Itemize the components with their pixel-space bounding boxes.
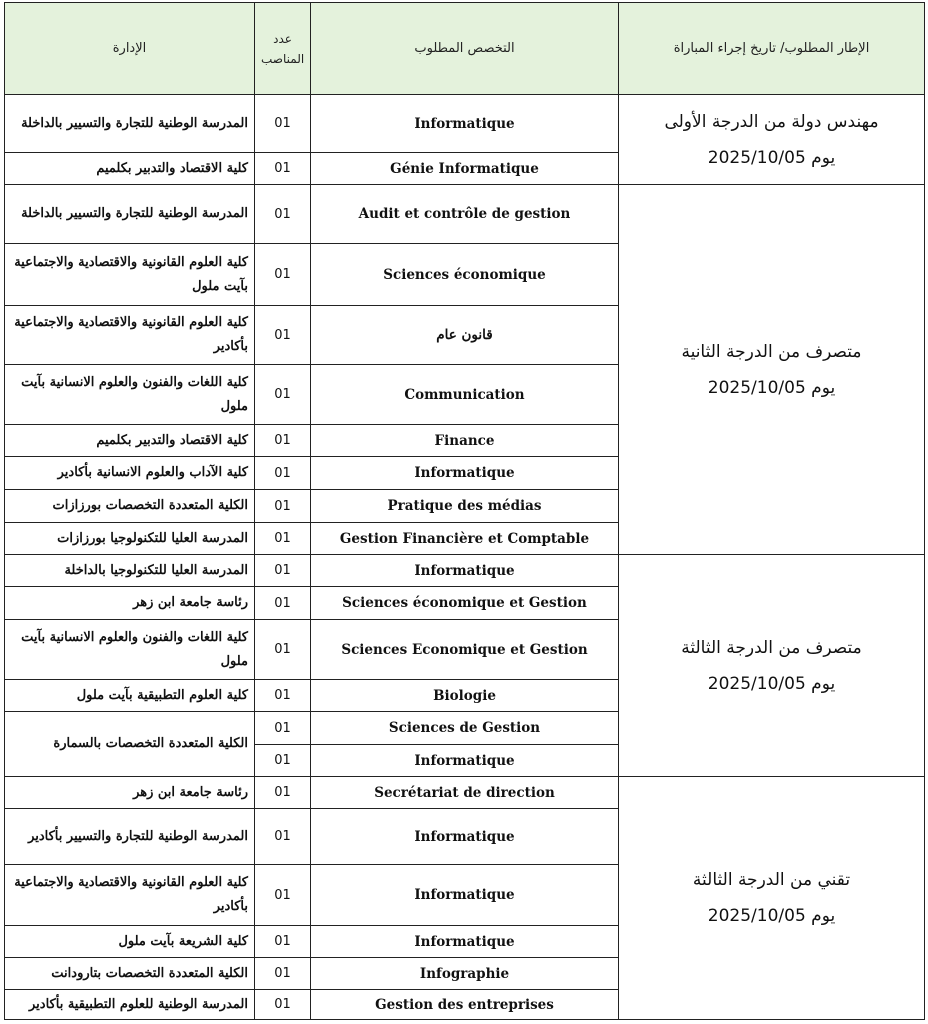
specialty-cell: Informatique [311, 809, 619, 865]
grade-title: مهندس دولة من الدرجة الأولى [664, 111, 879, 132]
count-cell: 01 [255, 809, 311, 865]
admin-cell: المدرسة الوطنية للتجارة والتسيير بأكادير [5, 809, 255, 865]
table-row [5, 95, 925, 153]
admin-cell: كلية العلوم القانونية والاقتصادية والاجتماعية بآيت ملول [5, 244, 255, 306]
admin-cell: الكلية المتعددة التخصصات بالسمارة [5, 712, 255, 777]
grade-title: متصرف من الدرجة الثانية [681, 341, 862, 362]
specialty-cell: Informatique [311, 865, 619, 926]
day-label: يوم [811, 377, 836, 398]
count-cell: 01 [255, 745, 311, 777]
specialty-cell: Informatique [311, 555, 619, 587]
exam-date: 2025/10/05 [707, 906, 806, 926]
specialty-cell: Finance [311, 425, 619, 457]
specialty-cell: Infographie [311, 958, 619, 990]
count-cell: 01 [255, 587, 311, 620]
count-cell: 01 [255, 712, 311, 745]
specialty-cell: Secrétariat de direction [311, 777, 619, 809]
header-row [5, 3, 925, 95]
table-row [5, 555, 925, 587]
exam-date: 2025/10/05 [707, 673, 806, 694]
count-cell: 01 [255, 926, 311, 958]
grade-date [625, 666, 918, 702]
admin-cell: المدرسة الوطنية للعلوم التطبيقية بأكادير [5, 990, 255, 1020]
specialty-cell: Informatique [311, 95, 619, 153]
specialty-cell: Pratique des médias [311, 490, 619, 523]
specialty-cell: Sciences économique et Gestion [311, 587, 619, 620]
count-cell: 01 [255, 425, 311, 457]
table-row [5, 777, 925, 809]
admin-cell: كلية الاقتصاد والتدبير بكلميم [5, 425, 255, 457]
specialty-cell: Gestion Financière et Comptable [311, 523, 619, 555]
count-cell: 01 [255, 523, 311, 555]
grade-date [625, 898, 918, 934]
grade-cell [619, 555, 925, 777]
admin-cell: كلية الشريعة بآيت ملول [5, 926, 255, 958]
count-cell: 01 [255, 153, 311, 185]
header-admin: الإدارة [5, 3, 255, 95]
grade-date [625, 370, 918, 406]
admin-cell: كلية العلوم التطبيقية بآيت ملول [5, 680, 255, 712]
specialty-cell: قانون عام [311, 306, 619, 365]
day-label: يوم [811, 673, 836, 694]
grade-title: متصرف من الدرجة الثالثة [681, 637, 862, 658]
count-cell: 01 [255, 865, 311, 926]
admin-cell: كلية اللغات والفنون والعلوم الانسانية بآيت ملول [5, 365, 255, 425]
count-cell: 01 [255, 555, 311, 587]
admin-cell: رئاسة جامعة ابن زهر [5, 587, 255, 620]
specialty-cell: Sciences économique [311, 244, 619, 306]
count-cell: 01 [255, 306, 311, 365]
admin-cell: المدرسة الوطنية للتجارة والتسيير بالداخلة [5, 185, 255, 244]
grade-title: تقني من الدرجة الثالثة [692, 870, 851, 890]
specialty-cell: Audit et contrôle de gestion [311, 185, 619, 244]
day-label: يوم [811, 906, 836, 926]
exam-date: 2025/10/05 [707, 147, 806, 168]
admin-cell: كلية الآداب والعلوم الانسانية بأكادير [5, 457, 255, 490]
admin-cell: الكلية المتعددة التخصصات بورزازات [5, 490, 255, 523]
grade-cell [619, 95, 925, 185]
count-cell: 01 [255, 990, 311, 1020]
specialty-cell: Informatique [311, 745, 619, 777]
count-cell: 01 [255, 95, 311, 153]
header-count: عدد المناصب [255, 3, 311, 95]
admin-cell: المدرسة الوطنية للتجارة والتسيير بالداخلة [5, 95, 255, 153]
admin-cell: كلية اللغات والفنون والعلوم الانسانية بآيت ملول [5, 620, 255, 680]
specialty-cell: Gestion des entreprises [311, 990, 619, 1020]
admin-cell: كلية العلوم القانونية والاقتصادية والاجتماعية بأكادير [5, 865, 255, 926]
admin-cell: كلية العلوم القانونية والاقتصادية والاجتماعية بأكادير [5, 306, 255, 365]
specialty-cell: Communication [311, 365, 619, 425]
count-cell: 01 [255, 777, 311, 809]
count-cell: 01 [255, 457, 311, 490]
count-cell: 01 [255, 958, 311, 990]
admin-cell: المدرسة العليا للتكنولوجيا بورزازات [5, 523, 255, 555]
specialty-cell: Informatique [311, 457, 619, 490]
specialty-cell: Sciences de Gestion [311, 712, 619, 745]
count-cell: 01 [255, 620, 311, 680]
admin-cell: المدرسة العليا للتكنولوجيا بالداخلة [5, 555, 255, 587]
specialty-cell: Génie Informatique [311, 153, 619, 185]
specialty-cell: Sciences Economique et Gestion [311, 620, 619, 680]
admin-cell: الكلية المتعددة التخصصات بتارودانت [5, 958, 255, 990]
admin-cell: كلية الاقتصاد والتدبير بكلميم [5, 153, 255, 185]
admin-cell: رئاسة جامعة ابن زهر [5, 777, 255, 809]
count-cell: 01 [255, 365, 311, 425]
count-cell: 01 [255, 185, 311, 244]
grade-cell [619, 185, 925, 555]
header-specialty: التخصص المطلوب [311, 3, 619, 95]
count-cell: 01 [255, 244, 311, 306]
grade-date [625, 140, 918, 176]
grade-cell [619, 777, 925, 1020]
day-label: يوم [811, 147, 836, 168]
specialty-cell: Informatique [311, 926, 619, 958]
count-cell: 01 [255, 490, 311, 523]
count-cell: 01 [255, 680, 311, 712]
positions-table [4, 2, 925, 1020]
exam-date: 2025/10/05 [707, 377, 806, 398]
specialty-cell: Biologie [311, 680, 619, 712]
header-grade-date: الإطار المطلوب/ تاريخ إجراء المباراة [619, 3, 925, 95]
table-row [5, 185, 925, 244]
